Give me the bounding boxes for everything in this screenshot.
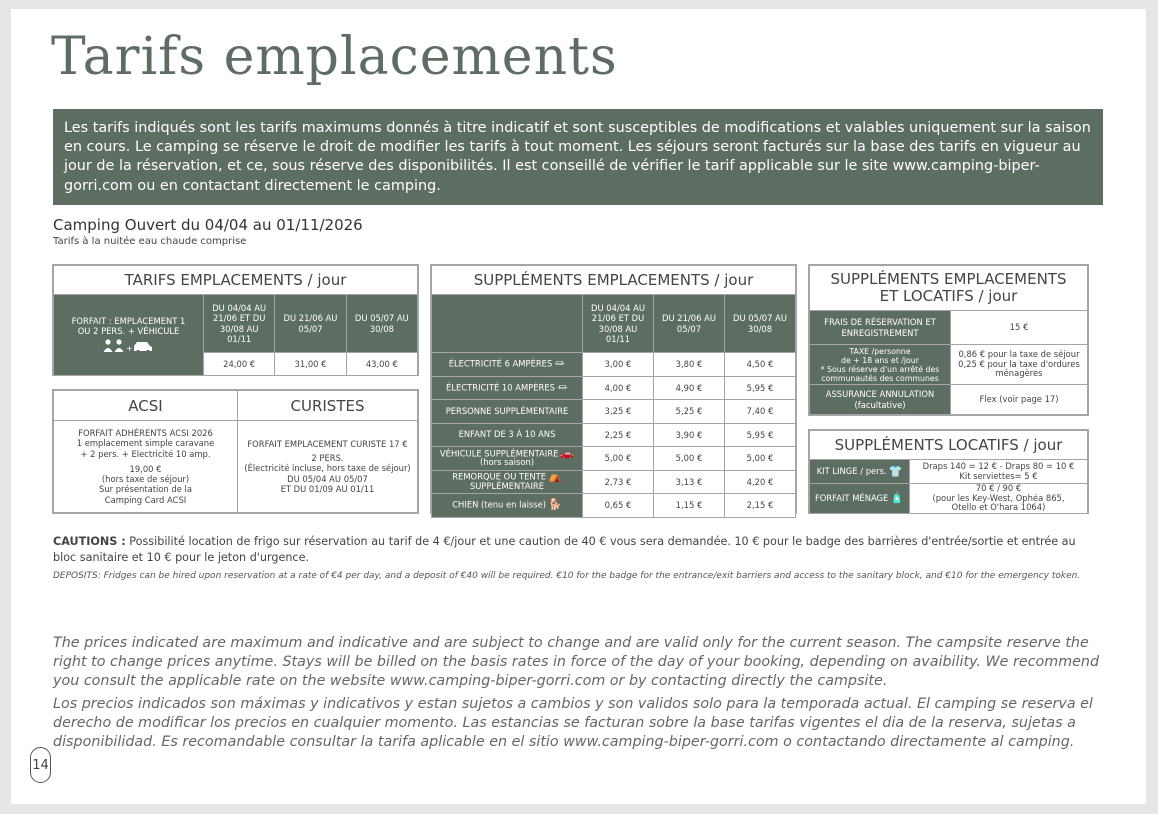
tax-value-line: 0,86 € pour la taxe de séjour: [958, 349, 1080, 360]
supplement-label-text: CHIEN (tenu en laisse): [452, 499, 547, 510]
supplement-price: 4,20 €: [725, 470, 796, 494]
supplement-row: [432, 423, 796, 447]
cleaning-label: [810, 484, 910, 514]
supplement-price: 4,90 €: [654, 376, 725, 400]
brochure-page: [11, 9, 1146, 804]
insurance-label: ASSURANCE ANNULATION (facultative): [810, 385, 951, 415]
supplement-price: 0,65 €: [583, 494, 654, 518]
forfait-label: FORFAIT : EMPLACEMENT 1 OU 2 PERS. + VÉHICULE: [71, 315, 186, 336]
supplement-label: [432, 376, 583, 400]
period-2: DU 21/06 AU 05/07: [275, 295, 346, 353]
supplement-row: [432, 353, 796, 377]
price-period-1: 24,00 €: [204, 353, 275, 376]
supplement-price: 2,15 €: [725, 494, 796, 518]
supplement-row: [432, 400, 796, 424]
svg-text:+: +: [125, 344, 133, 354]
supplements-locatifs-table: [808, 264, 1089, 416]
supplement-price: 3,90 €: [654, 423, 725, 447]
shirt-icon: 👕: [888, 464, 903, 478]
period-2: DU 21/06 AU 05/07: [654, 295, 725, 353]
linen-kit-value-line: Kit serviettes= 5 €: [959, 470, 1038, 481]
cautions-text: Possibilité location de frigo sur réservation au tarif de 4 €/jour et une caution de 40 € vous sera demandée. 10 € pour le badge des barrières d'entrée/sortie et entrée au bloc sanitaire et 10 € pour le jeton d'urgence.: [53, 535, 1076, 564]
linen-kit-label: [810, 460, 910, 484]
supplement-price: 1,15 €: [654, 494, 725, 518]
linen-kit-value: [910, 460, 1088, 484]
page-title: Tarifs emplacements: [51, 27, 618, 87]
price-period-3: 43,00 €: [346, 353, 417, 376]
supplement-price: 3,25 €: [583, 400, 654, 424]
tax-label-line: communautés des communes: [821, 373, 939, 383]
supplement-price: 7,40 €: [725, 400, 796, 424]
supplement-price: 5,25 €: [654, 400, 725, 424]
supplement-label-sub: SUPPLÉMENTAIRE: [469, 480, 545, 491]
supplement-label: [432, 423, 583, 447]
tax-value: [951, 345, 1088, 385]
supplement-row: [432, 447, 796, 471]
tax-label: [810, 345, 951, 385]
acsi-price: 19,00 €: [129, 463, 162, 474]
curistes-line: FORFAIT EMPLACEMENT CURISTE 17 €: [247, 438, 408, 449]
period-1: DU 04/04 AU 21/06 ET DU 30/08 AU 01/11: [204, 295, 275, 353]
supplement-row: [432, 376, 796, 400]
supplement-row: [432, 494, 796, 518]
insurance-value: Flex (voir page 17): [951, 385, 1088, 415]
cleaning-value: [910, 484, 1088, 514]
supplement-price: 5,95 €: [725, 423, 796, 447]
period-3: DU 05/07 AU 30/08: [346, 295, 417, 353]
supplement-label-sub: (hors saison): [479, 457, 535, 468]
cautions-label: CAUTIONS :: [53, 535, 126, 548]
tax-label-line: * Sous réserve d'un arrêté des: [820, 364, 940, 374]
reservation-fee-label: FRAIS DE RÉSERVATION ET ENREGISTREMENT: [810, 311, 951, 345]
supplement-label-text: ENFANT DE 3 À 10 ANS: [458, 429, 556, 439]
tent-icon: ⛺: [548, 470, 562, 484]
supplements-emplacements-table: [430, 264, 797, 514]
supplement-price: 3,13 €: [654, 470, 725, 494]
intro-notice: Les tarifs indiqués sont les tarifs maximums donnés à titre indicatif et sont susceptibles de modifications et valables uniquement sur la saison en cours. Le camping se réserve le droit de modifier les tarifs à tout moment. Les séjours seront facturés sur la base des tarifs en vigueur au jour de la réservation, et ce, sous réserve des disponibilités. Il est conseillé de vérifier le tarif applicable sur le site www.camping-biper-gorri.com ou en contactant directement le camping.: [53, 109, 1103, 205]
acsi-line: FORFAIT ADHÉRENTS ACSI 2026: [78, 428, 213, 439]
plug-icon: ⏛: [554, 357, 566, 371]
tarifs-header: TARIFS EMPLACEMENTS / jour: [54, 266, 418, 295]
plug-icon: ⏛: [556, 380, 568, 394]
supplement-price: 4,00 €: [583, 376, 654, 400]
spanish-notice: Los precios indicados son máximas y indicativos y estan sujetos a cambios y son validos solo para la temporada actual. El camping se reserva el derecho de modificar los precios en cualquier momento. Las estancias se facturan sobre la base tarifas vigentes el dia de la reserva, sujetas a disponibilidad. Es recomandable consultar la tarifa aplicable en el sitio www.camping-biper-gorri.com o contactando directamente al camping.: [53, 696, 1093, 750]
supplement-label-text: ÉLECTRICITÉ 10 AMPÈRES: [446, 382, 555, 393]
supplement-price: 2,73 €: [583, 470, 654, 494]
locatifs-table: [808, 429, 1089, 514]
supplement-price: 3,00 €: [583, 353, 654, 377]
supplement-label: [432, 494, 583, 518]
cleaning-spray-icon: 🧴: [890, 491, 905, 505]
acsi-header: ACSI: [54, 391, 238, 421]
supplement-price: 5,95 €: [725, 376, 796, 400]
price-period-2: 31,00 €: [275, 353, 346, 376]
deposits-note: DEPOSITS: Fridges can be hired upon reservation at a rate of €4 per day, and a deposit of €40 will be required. €10 for the badge for the entrance/exit barriers and access to the sanitary block, and €10 for the emergency token.: [53, 571, 1081, 581]
cleaning-value-line: Otello et O'hara 1064): [951, 502, 1046, 512]
curistes-details: [238, 421, 418, 513]
tarifs-emplacements-table: [52, 264, 419, 376]
supplement-label: [432, 353, 583, 377]
suppl-locatifs-header-line2: ET LOCATIFS / jour: [879, 287, 1018, 305]
tax-label-line: de + 18 ans et /jour: [841, 355, 919, 365]
supplement-price: 4,50 €: [725, 353, 796, 377]
reservation-fee-value: 15 €: [951, 311, 1088, 345]
supplement-row: [432, 470, 796, 494]
forfait-cell: [54, 295, 204, 376]
curistes-line: ET DU 01/09 AU 01/11: [280, 483, 375, 494]
supplement-price: 2,25 €: [583, 423, 654, 447]
acsi-line: 1 emplacement simple caravane: [76, 438, 215, 449]
tax-value-line: ménagères: [995, 368, 1043, 379]
acsi-details: [54, 421, 238, 513]
opening-dates: Camping Ouvert du 04/04 au 01/11/2026: [53, 216, 363, 234]
acsi-line: (hors taxe de séjour): [101, 474, 190, 485]
curistes-line: (Électricité incluse, hors taxe de séjour): [244, 463, 411, 474]
dog-icon: 🐕: [548, 498, 562, 512]
locatifs-header: SUPPLÉMENTS LOCATIFS / jour: [810, 431, 1088, 460]
curistes-line: 2 PERS.: [311, 453, 344, 464]
acsi-line: + 2 pers. + Electricité 10 amp.: [80, 448, 211, 459]
supplement-label-text: VÉHICULE SUPPLÉMENTAIRE: [439, 447, 559, 458]
linen-kit-label-text: KIT LINGE / pers.: [816, 466, 887, 477]
supplement-label: [432, 470, 583, 494]
curistes-line: DU 05/04 AU 05/07: [287, 473, 368, 484]
cleaning-label-text: FORFAIT MÉNAGE: [814, 492, 889, 503]
period-3: DU 05/07 AU 30/08: [725, 295, 796, 353]
supplement-price: 5,00 €: [654, 447, 725, 471]
supplement-label-text: REMORQUE OU TENTE: [452, 471, 547, 482]
page-number: 14: [30, 747, 51, 783]
cleaning-value-line: (pour les Key-West, Ophéa 865,: [932, 492, 1065, 503]
linen-kit-value-line: Draps 140 = 12 € - Draps 80 = 10 €: [922, 461, 1075, 471]
tax-value-line: 0,25 € pour la taxe d'ordures: [958, 358, 1080, 369]
supplement-price: 5,00 €: [583, 447, 654, 471]
cautions-note: [53, 534, 1083, 565]
suppl-locatifs-header: [810, 266, 1088, 311]
supplement-label: [432, 447, 583, 471]
acsi-line: Sur présentation de la: [99, 484, 192, 495]
english-notice: The prices indicated are maximum and indicative and are subject to change and are valid only for the current season. The campsite reserve the right to change prices anytime. Stays will be billed on the basis rates in force of the day of your booking, depending on avaibility. We recommend you consult the applicable rate on the website www.camping-biper-gorri.com or by contacting directly the campsite.: [53, 635, 1100, 689]
supplements-label-header: [432, 295, 583, 353]
curistes-header: CURISTES: [238, 391, 418, 421]
supplement-price: 3,80 €: [654, 353, 725, 377]
tax-label-line: TAXE /personne: [849, 346, 911, 356]
supplements-header: SUPPLÉMENTS EMPLACEMENTS / jour: [432, 266, 796, 295]
supplement-price: 5,00 €: [725, 447, 796, 471]
acsi-curistes-table: [52, 389, 419, 514]
supplement-label-text: ÉLECTRICITÉ 6 AMPÈRES: [448, 358, 553, 369]
suppl-locatifs-header-line1: SUPPLÉMENTS EMPLACEMENTS: [830, 270, 1067, 288]
car-icon: 🚗: [560, 446, 575, 460]
period-1: DU 04/04 AU 21/06 ET DU 30/08 AU 01/11: [583, 295, 654, 353]
cleaning-value-line: 70 € / 90 €: [975, 483, 1022, 493]
person-person-car-icon: [54, 339, 203, 354]
opening-subtitle: Tarifs à la nuitée eau chaude comprise: [53, 236, 247, 247]
supplement-label-text: PERSONNE SUPPLÉMENTAIRE: [445, 405, 569, 416]
supplement-label: [432, 400, 583, 424]
acsi-line: Camping Card ACSI: [104, 494, 187, 505]
